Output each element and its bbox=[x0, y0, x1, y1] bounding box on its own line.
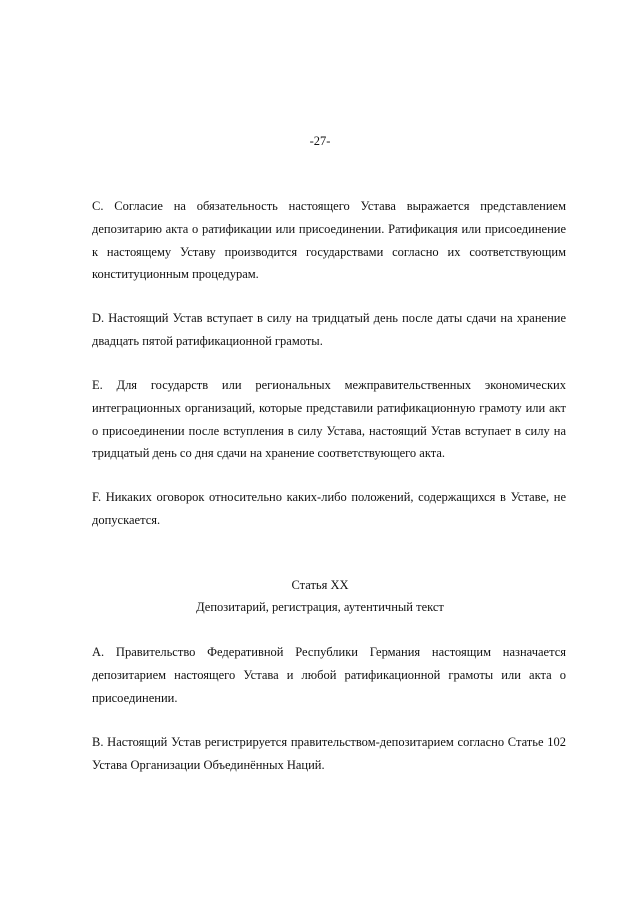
paragraph-e: E. Для государств или региональных межправительственных экономических интеграционных организаций, которые представили ратификационную грамоту или акт о присоединении после вступления в силу Устава, настоящий Устав вступает в силу на тридцатый день со дня сдачи на хранение соответствующего акта. bbox=[92, 378, 566, 461]
paragraph-d: D. Настоящий Устав вступает в силу на тридцатый день после даты сдачи на хранение двадцать пятой ратификационной грамоты. bbox=[92, 311, 566, 348]
page-number: -27- bbox=[309, 134, 331, 148]
paragraph-f: F. Никаких оговорок относительно каких-либо положений, содержащихся в Уставе, не допускается. bbox=[92, 490, 566, 527]
paragraph-a: A. Правительство Федеративной Республики Германия настоящим назначается депозитарием настоящего Устава и любой ратификационной грамоты или акта о присоединении. bbox=[92, 645, 566, 705]
article-title: Статья XX bbox=[291, 578, 349, 592]
paragraph-b: B. Настоящий Устав регистрируется правительством-депозитарием согласно Статье 102 Устава Организации Объединённых Наций. bbox=[92, 735, 566, 772]
article-subtitle: Депозитарий, регистрация, аутентичный текст bbox=[196, 600, 444, 614]
paragraph-c: C. Согласие на обязательность настоящего Устава выражается представлением депозитарию акта о ратификации или присоединении. Ратификация или присоединение к настоящему Уставу производится государствами согласно их соответствующим конституционным процедурам. bbox=[92, 199, 566, 282]
